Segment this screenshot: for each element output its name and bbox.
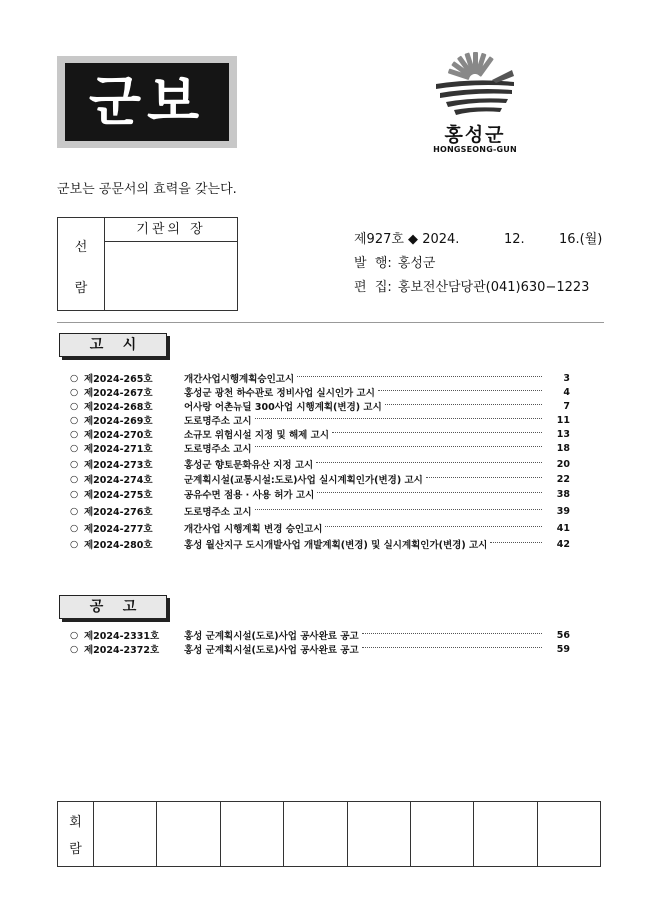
leader-dots	[426, 477, 542, 478]
bullet: ○	[70, 442, 79, 454]
page-number: 42	[556, 538, 570, 550]
bullet: ○	[70, 473, 79, 485]
notices-header	[59, 333, 167, 357]
notice-number: 제2024-280호	[84, 540, 153, 551]
notice-number: 제2024-273호	[84, 460, 153, 471]
issue-info	[354, 228, 602, 300]
page-number: 59	[556, 643, 570, 655]
signature-cell[interactable]	[94, 802, 157, 866]
notice-title: 개간사업 시행계획 변경 승인고시	[184, 524, 323, 535]
publisher: 홍성군	[397, 256, 436, 271]
sunrise-emblem-icon	[434, 50, 516, 116]
bullet: ○	[70, 505, 79, 517]
leader-dots	[490, 542, 542, 543]
bullet: ○	[70, 629, 79, 641]
announcement-number: 제2024-2372호	[84, 645, 160, 656]
page-number: 38	[556, 488, 570, 500]
circulation-label-top: 회	[69, 815, 82, 830]
bullet: ○	[70, 643, 79, 655]
list-item[interactable]	[70, 628, 570, 642]
notice-number: 제2024-268호	[84, 402, 153, 413]
approval-label	[58, 218, 105, 310]
bullet: ○	[70, 386, 79, 398]
notice-title: 군계획시설(교통시설:도로)사업 실시계획인가(변경) 고시	[184, 475, 423, 486]
page-number: 3	[563, 372, 570, 384]
slogan: 군보는 공문서의 효력을 갖는다.	[57, 182, 237, 197]
list-item[interactable]	[70, 457, 570, 471]
approval-label-bottom: 람	[74, 281, 88, 296]
bullet: ○	[70, 414, 79, 426]
circulation-table	[57, 801, 601, 867]
notice-title: 도로명주소 고시	[184, 507, 252, 518]
page-number: 18	[556, 442, 570, 454]
bullet: ○	[70, 488, 79, 500]
list-item[interactable]	[70, 487, 570, 501]
bullet: ○	[70, 428, 79, 440]
notice-title: 공유수면 점용 · 사용 허가 고시	[184, 490, 315, 501]
notice-number: 제2024-267호	[84, 388, 153, 399]
masthead	[57, 56, 237, 148]
leader-dots	[297, 376, 542, 377]
leader-dots	[385, 404, 542, 405]
notice-number: 제2024-269호	[84, 416, 153, 427]
page-number: 39	[556, 505, 570, 517]
page-number: 7	[563, 400, 570, 412]
leader-dots	[255, 418, 542, 419]
editor-label: 편 집:	[354, 280, 392, 295]
list-item[interactable]	[70, 504, 570, 518]
notice-number: 제2024-276호	[84, 507, 153, 518]
divider	[57, 322, 604, 323]
announcements-header	[59, 595, 167, 619]
bullet: ○	[70, 458, 79, 470]
notice-title: 홍성군 광천 하수관로 정비사업 실시인가 고시	[184, 388, 375, 399]
list-item[interactable]	[70, 427, 570, 441]
approval-label-top: 선	[74, 240, 88, 255]
issue-number: 제927호 ◆ 2024.	[354, 232, 460, 247]
county-logo	[430, 50, 520, 170]
publisher-line	[354, 252, 602, 276]
announcement-title: 홍성 군계획시설(도로)사업 공사완료 공고	[184, 645, 359, 656]
list-item[interactable]	[70, 441, 570, 455]
issue-number-line	[354, 228, 602, 252]
notice-title: 홍성군 향토문화유산 지정 고시	[184, 460, 314, 471]
signature-cell[interactable]	[157, 802, 220, 866]
leader-dots	[255, 509, 542, 510]
editor-line	[354, 276, 602, 300]
notice-number: 제2024-277호	[84, 524, 153, 535]
bullet: ○	[70, 522, 79, 534]
announcement-title: 홍성 군계획시설(도로)사업 공사완료 공고	[184, 631, 359, 642]
page-number: 20	[556, 458, 570, 470]
notice-number: 제2024-271호	[84, 444, 153, 455]
approval-box	[57, 217, 238, 311]
leader-dots	[378, 390, 542, 391]
list-item[interactable]	[70, 413, 570, 427]
page-number: 41	[556, 522, 570, 534]
notice-number: 제2024-265호	[84, 374, 153, 385]
bullet: ○	[70, 372, 79, 384]
notice-title: 도로명주소 고시	[184, 444, 252, 455]
notice-title: 어사랑 어촌뉴딜 300사업 시행계획(변경) 고시	[184, 402, 382, 413]
leader-dots	[317, 492, 542, 493]
signature-cell[interactable]	[284, 802, 347, 866]
page-number: 11	[556, 414, 570, 426]
leader-dots	[362, 633, 542, 634]
leader-dots	[316, 462, 542, 463]
notice-number: 제2024-275호	[84, 490, 153, 501]
logo-name-kr: 홍성군	[444, 124, 506, 146]
list-item[interactable]	[70, 371, 570, 385]
leader-dots	[325, 526, 542, 527]
page-number: 13	[556, 428, 570, 440]
signature-cell[interactable]	[221, 802, 284, 866]
editor: 홍보전산담당관(041)630−1223	[397, 280, 590, 295]
masthead-plate	[65, 63, 229, 141]
leader-dots	[362, 647, 542, 648]
list-item[interactable]	[70, 399, 570, 413]
notices-header-label: 고 시	[89, 337, 137, 353]
notice-title: 개간사업시행계획승인고시	[184, 374, 295, 385]
signature-cell[interactable]	[538, 802, 600, 866]
list-item[interactable]	[70, 521, 570, 535]
publisher-label: 발 행:	[354, 256, 392, 271]
signature-cell[interactable]	[348, 802, 411, 866]
signature-cell[interactable]	[411, 802, 474, 866]
logo-name-en: HONGSEONG-GUN	[433, 145, 517, 154]
approval-header: 기관의 장	[105, 218, 237, 242]
announcements-header-label: 공 고	[89, 599, 137, 615]
page-number: 4	[563, 386, 570, 398]
circulation-label-bottom: 람	[69, 842, 82, 857]
notice-title: 소규모 위험시설 지정 및 해제 고시	[184, 430, 330, 441]
announcement-number: 제2024-2331호	[84, 631, 160, 642]
leader-dots	[255, 446, 542, 447]
signature-cell[interactable]	[474, 802, 537, 866]
notice-number: 제2024-274호	[84, 475, 153, 486]
list-item[interactable]	[70, 642, 570, 656]
issue-month: 12.	[504, 232, 525, 247]
notice-title: 홍성 월산지구 도시개발사업 개발계획(변경) 및 실시계획인가(변경) 고시	[184, 540, 488, 551]
notice-title: 도로명주소 고시	[184, 416, 252, 427]
bullet: ○	[70, 400, 79, 412]
bullet: ○	[70, 538, 79, 550]
leader-dots	[332, 432, 542, 433]
page-number: 56	[556, 629, 570, 641]
list-item[interactable]	[70, 385, 570, 399]
issue-day: 16.(월)	[559, 232, 603, 247]
masthead-title: 군보	[88, 70, 206, 133]
list-item[interactable]	[70, 537, 570, 551]
page-number: 22	[556, 473, 570, 485]
list-item[interactable]	[70, 472, 570, 486]
circulation-label	[58, 802, 94, 866]
notice-number: 제2024-270호	[84, 430, 153, 441]
